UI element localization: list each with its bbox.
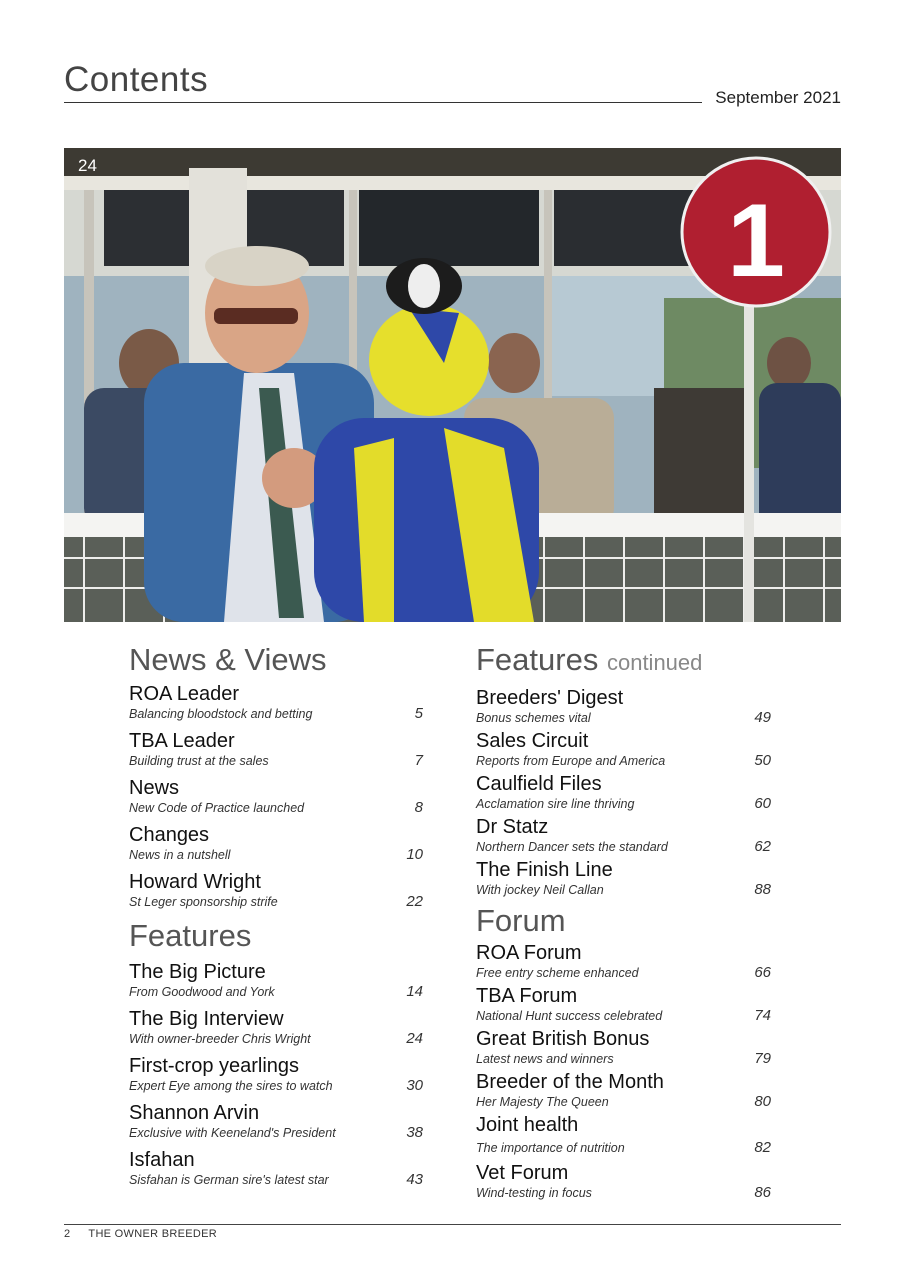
entry-title: News xyxy=(129,777,180,799)
entry-title: The Big Picture xyxy=(129,961,266,983)
entry-subtitle: Building trust at the sales xyxy=(129,754,269,768)
entry-subtitle: With jockey Neil Callan xyxy=(476,883,604,897)
contents-entry[interactable] xyxy=(476,1070,771,1110)
entry-page-number: 14 xyxy=(406,983,423,1000)
entry-page-number: 22 xyxy=(406,893,423,910)
entry-subtitle: St Leger sponsorship strife xyxy=(129,895,278,909)
section-heading-suffix: continued xyxy=(606,650,703,675)
entry-subtitle: Sisfahan is German sire's latest star xyxy=(129,1173,329,1187)
entry-subtitle: Exclusive with Keeneland's President xyxy=(129,1126,336,1140)
contents-entry[interactable] xyxy=(476,858,771,898)
contents-entry[interactable] xyxy=(476,815,771,855)
entry-title: Great British Bonus xyxy=(476,1028,650,1050)
entry-page-number: 60 xyxy=(754,795,771,812)
contents-entry[interactable] xyxy=(476,984,771,1024)
cover-photo xyxy=(64,148,841,622)
section-heading-text: Features xyxy=(476,642,599,677)
entry-page-number: 66 xyxy=(754,964,771,981)
contents-entry[interactable] xyxy=(129,776,423,816)
entry-title: TBA Leader xyxy=(129,730,235,752)
entry-page-number: 10 xyxy=(406,846,423,863)
entry-page-number: 80 xyxy=(754,1093,771,1110)
entry-title: Caulfield Files xyxy=(476,773,602,795)
entry-title: First-crop yearlings xyxy=(129,1055,300,1077)
entry-page-number: 49 xyxy=(754,709,771,726)
contents-column-right xyxy=(476,642,771,1201)
contents-entry[interactable] xyxy=(129,729,423,769)
contents-entry[interactable] xyxy=(129,682,423,722)
contents-entry[interactable] xyxy=(476,686,771,726)
entry-page-number: 79 xyxy=(754,1050,771,1067)
footer-divider xyxy=(64,1224,841,1225)
entry-subtitle: Acclamation sire line thriving xyxy=(476,797,635,811)
race-marker-number: 1 xyxy=(727,183,785,299)
issue-date: September 2021 xyxy=(715,88,841,107)
contents-entry[interactable] xyxy=(476,772,771,812)
contents-entry[interactable] xyxy=(129,823,423,863)
entry-subtitle: Reports from Europe and America xyxy=(476,754,666,768)
contents-entry[interactable] xyxy=(129,1054,423,1094)
footer-publication: THE OWNER BREEDER xyxy=(88,1228,217,1240)
entry-title: Shannon Arvin xyxy=(129,1102,260,1124)
entry-title: ROA Forum xyxy=(476,942,582,964)
entry-page-number: 86 xyxy=(754,1184,771,1201)
entry-title: TBA Forum xyxy=(476,985,578,1007)
page-footer xyxy=(64,1228,235,1240)
entry-title: Joint health xyxy=(476,1114,579,1136)
entry-subtitle: Bonus schemes vital xyxy=(476,711,591,725)
entry-title: Isfahan xyxy=(129,1149,195,1171)
contents-entry[interactable] xyxy=(476,1113,771,1156)
entry-subtitle: New Code of Practice launched xyxy=(129,801,305,815)
section-heading-forum: Forum xyxy=(476,903,566,938)
entry-title: Vet Forum xyxy=(476,1162,569,1184)
footer-page-number: 2 xyxy=(64,1228,71,1240)
entry-subtitle: Balancing bloodstock and betting xyxy=(129,707,313,721)
contents-entry[interactable] xyxy=(129,870,423,910)
entry-page-number: 82 xyxy=(754,1139,771,1156)
entry-title: Breeders' Digest xyxy=(476,687,624,709)
entry-subtitle: From Goodwood and York xyxy=(129,985,275,999)
contents-entry[interactable] xyxy=(129,1101,423,1141)
entry-subtitle: Her Majesty The Queen xyxy=(476,1095,609,1109)
contents-entry[interactable] xyxy=(129,960,423,1000)
contents-entry[interactable] xyxy=(476,1027,771,1067)
entry-page-number: 62 xyxy=(754,838,771,855)
entry-title: The Big Interview xyxy=(129,1008,284,1030)
photo-page-reference: 24 xyxy=(78,156,97,175)
entry-title: Dr Statz xyxy=(476,816,549,838)
entry-subtitle: With owner-breeder Chris Wright xyxy=(129,1032,311,1046)
contents-column-left xyxy=(129,642,423,1188)
entry-title: Changes xyxy=(129,824,210,846)
entry-page-number: 74 xyxy=(754,1007,771,1024)
contents-entry[interactable] xyxy=(129,1007,423,1047)
contents-entry[interactable] xyxy=(129,1148,423,1188)
entry-page-number: 88 xyxy=(754,881,771,898)
contents-entry[interactable] xyxy=(476,941,771,981)
header-divider xyxy=(64,102,702,103)
entry-subtitle: National Hunt success celebrated xyxy=(476,1009,663,1023)
entry-subtitle: The importance of nutrition xyxy=(476,1141,625,1155)
entry-title: Howard Wright xyxy=(129,871,261,893)
section-heading-news-views: News & Views xyxy=(129,642,327,677)
entry-page-number: 8 xyxy=(414,799,423,816)
entry-page-number: 50 xyxy=(754,752,771,769)
entry-subtitle: Free entry scheme enhanced xyxy=(476,966,639,980)
entry-title: Sales Circuit xyxy=(476,730,589,752)
page-title: Contents xyxy=(64,60,209,99)
entry-page-number: 24 xyxy=(406,1030,423,1047)
entry-title: Breeder of the Month xyxy=(476,1071,664,1093)
photo-illustration xyxy=(64,148,841,622)
section-heading-features: Features xyxy=(129,918,252,953)
entry-page-number: 38 xyxy=(406,1124,423,1141)
contents-entry[interactable] xyxy=(476,729,771,769)
entry-subtitle: Latest news and winners xyxy=(476,1052,614,1066)
entry-page-number: 43 xyxy=(406,1171,423,1188)
entry-page-number: 7 xyxy=(414,752,423,769)
entry-subtitle: Northern Dancer sets the standard xyxy=(476,840,668,854)
section-heading-features-continued xyxy=(476,642,771,681)
entry-title: ROA Leader xyxy=(129,683,240,705)
entry-page-number: 30 xyxy=(406,1077,423,1094)
entry-subtitle: Wind-testing in focus xyxy=(476,1186,592,1200)
entry-page-number: 5 xyxy=(414,705,423,722)
contents-entry[interactable] xyxy=(476,1161,771,1201)
entry-subtitle: News in a nutshell xyxy=(129,848,231,862)
entry-title: The Finish Line xyxy=(476,859,613,881)
entry-subtitle: Expert Eye among the sires to watch xyxy=(129,1079,333,1093)
